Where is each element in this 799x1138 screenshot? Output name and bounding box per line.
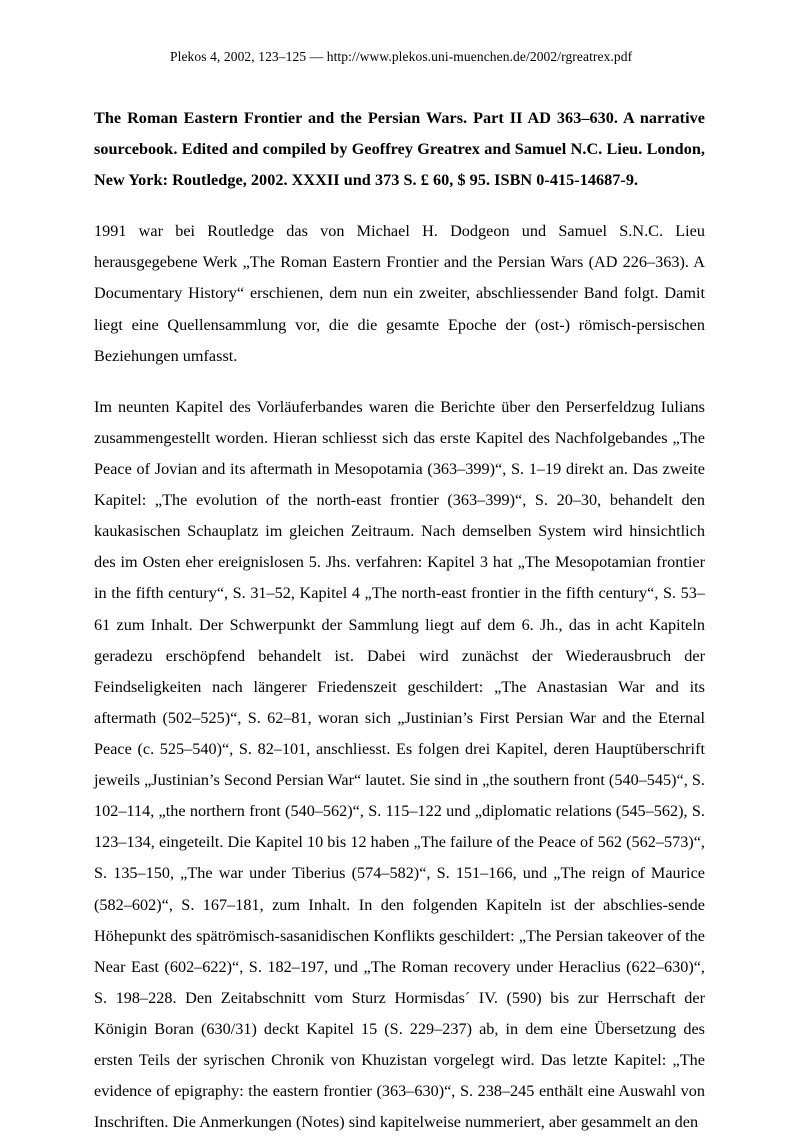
running-head: Plekos 4, 2002, 123–125 — http://www.plekos.uni-muenchen.de/2002/rgreatrex.pdf: [170, 49, 633, 64]
body-paragraph-1: 1991 war bei Routledge das von Michael H. Dodgeon und Samuel S.N.C. Lieu herausgegebene Werk „The Roman Eastern Frontier and the Persian Wars (AD 226–363). A Documentary History“ erschienen, dem nun ein zweiter, abschliessender Band folgt. Damit liegt eine Quellensammlung vor, die die gesamte Epoche der (ost-) römisch-persischen Beziehungen umfasst.: [94, 222, 705, 365]
page-title: The Roman Eastern Frontier and the Persian Wars. Part II AD 363–630. A narrative sourcebook. Edited and compiled by Geoffrey Greatrex and Samuel N.C. Lieu. London, New York: Routledge, 2002. XXXII und 373 S. £ 60, $ 95. ISBN 0-415-14687-9.: [94, 108, 705, 190]
body-paragraph-2: Im neunten Kapitel des Vorläuferbandes waren die Berichte über den Perserfeldzug Iulians zusammengestellt worden. Hieran schliesst sich das erste Kapitel des Nachfolgebandes „The Peace of Jovian and its aftermath in Mesopotamia (363–399)“, S. 1–19 direkt an. Das zweite Kapitel: „The evolution of the north-east frontier (363–399)“, S. 20–30, behandelt den kaukasischen Schauplatz im gleichen Zeitraum. Nach demselben System wird hinsichtlich des im Osten eher ereignislosen 5. Jhs. verfahren: Kapitel 3 hat „The Mesopotamian frontier in the fifth century“, S. 31–52, Kapitel 4 „The north-east frontier in the fifth century“, S. 53–61 zum Inhalt. Der Schwerpunkt der Sammlung liegt auf dem 6. Jh., das in acht Kapiteln geradezu erschöpfend behandelt ist. Dabei wird zunächst der Wiederausbruch der Feindseligkeiten nach längerer Friedenszeit geschildert: „The Anastasian War and its aftermath (502–525)“, S. 62–81, woran sich „Justinian’s First Persian War and the Eternal Peace (c. 525–540)“, S. 82–101, anschliesst. Es folgen drei Kapitel, deren Hauptüberschrift jeweils „Justinian’s Second Persian War“ lautet. Sie sind in „the southern front (540–545)“, S. 102–114, „the northern front (540–562)“, S. 115–122 und „diplomatic relations (545–562), S. 123–134, eingeteilt. Die Kapitel 10 bis 12 haben „The failure of the Peace of 562 (562–573)“, S. 135–150, „The war under Tiberius (574–582)“, S. 151–166, und „The reign of Maurice (582–602)“, S. 167–181, zum Inhalt. In den folgenden Kapiteln ist der abschlies-sende Höhepunkt des spätrömisch-sasanidischen Konflikts geschildert: „The Persian takeover of the Near East (602–622)“, S. 182–197, und „The Roman recovery under Heraclius (622–630)“, S. 198–228. Den Zeitabschnitt vom Sturz Hormisdas´ IV. (590) bis zur Herrschaft der Königin Boran (630/31) deckt Kapitel 15 (S. 229–237) ab, in dem eine Übersetzung des ersten Teils der syrischen Chronik von Khuzistan vorgelegt wird. Das letzte Kapitel: „The evidence of epigraphy: the eastern frontier (363–630)“, S. 238–245 enthält eine Auswahl von Inschriften. Die Anmerkungen (Notes) sind kapitelweise nummeriert, aber gesammelt an den: [94, 397, 705, 1132]
